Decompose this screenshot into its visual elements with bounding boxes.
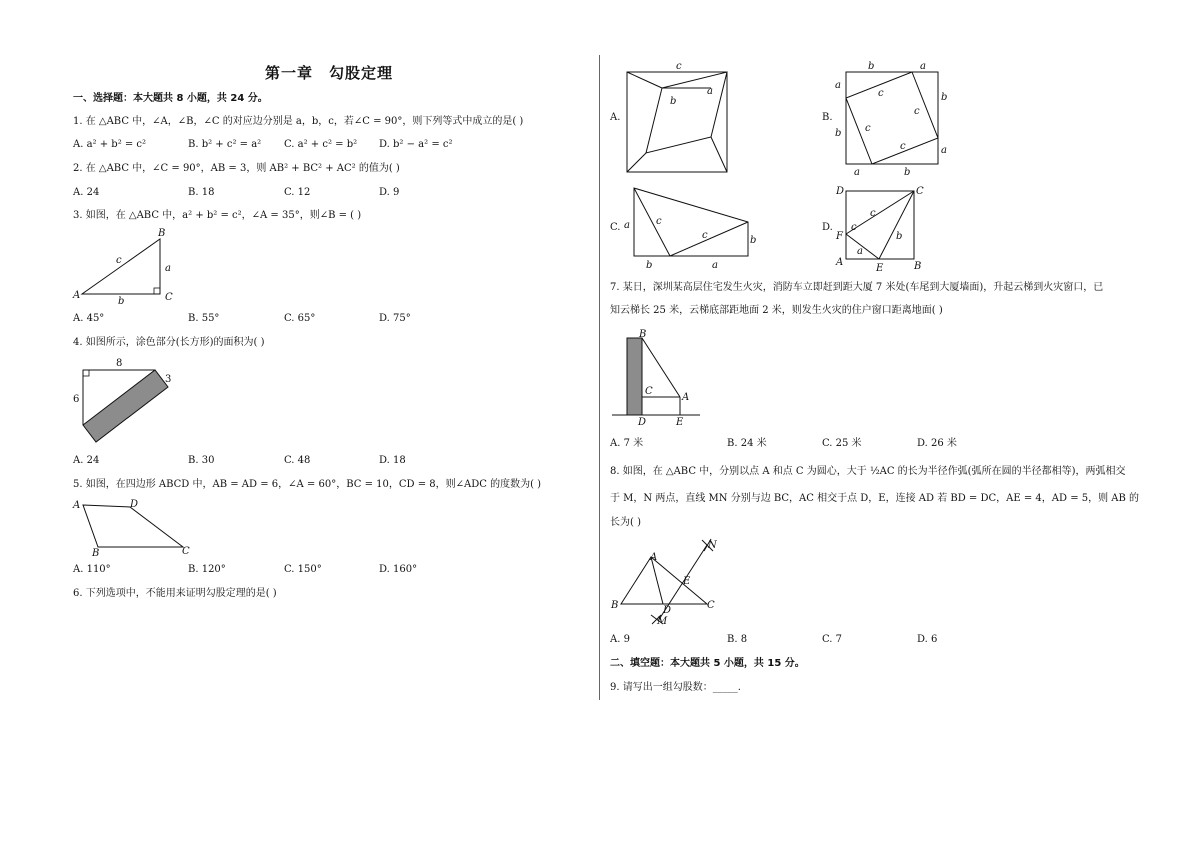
q6d-label-D: D bbox=[836, 186, 845, 197]
q6b-label-b-right: b bbox=[941, 92, 948, 103]
q8-label-A: A bbox=[650, 552, 658, 563]
q6d-label-c2: c bbox=[851, 222, 857, 233]
q6b-label-c2: c bbox=[914, 106, 920, 117]
q6d-label-a: a bbox=[857, 246, 863, 257]
q1-option-d[interactable]: D. b² − a² = c² bbox=[379, 139, 453, 150]
q8-option-a[interactable]: A. 9 bbox=[610, 634, 630, 645]
q2-option-a[interactable]: A. 24 bbox=[73, 187, 100, 198]
q7-option-a[interactable]: A. 7 米 bbox=[610, 438, 644, 449]
q5-option-b[interactable]: B. 120° bbox=[188, 564, 226, 575]
q7-option-b[interactable]: B. 24 米 bbox=[727, 438, 767, 449]
q5-label-D: D bbox=[130, 499, 139, 510]
q6a-label-a: a bbox=[707, 86, 713, 97]
q3-label-a: a bbox=[165, 263, 171, 274]
q6-option-d[interactable]: D. bbox=[822, 222, 833, 233]
q5-label-A: A bbox=[73, 500, 81, 511]
q6d-label-b: b bbox=[896, 231, 903, 242]
q7-stem-line1: 7. 某日，深圳某高层住宅发生火灾，消防车立即赶到距大厦 7 米处(车尾到大厦墙面)，升起云梯到火灾窗口，已 bbox=[610, 282, 1104, 293]
q6b-label-b-bottom: b bbox=[904, 167, 911, 178]
q5-label-C: C bbox=[182, 546, 190, 557]
q6b-label-b-left: b bbox=[835, 128, 842, 139]
q7-label-B: B bbox=[639, 329, 647, 340]
q6-figure-c bbox=[620, 180, 765, 272]
q8-stem-line1: 8. 如图，在 △ABC 中，分别以点 A 和点 C 为圆心，大于 ½AC 的长为半径作弧(弧所在圆的半径都相等)，两弧相交 bbox=[610, 466, 1126, 477]
q5-quadrilateral-figure bbox=[70, 494, 195, 559]
q7-ladder-figure bbox=[608, 326, 703, 426]
q5-label-B: B bbox=[92, 548, 100, 559]
q6b-label-a-top: a bbox=[920, 61, 926, 72]
q5-option-d[interactable]: D. 160° bbox=[379, 564, 418, 575]
q1-option-c[interactable]: C. a² + c² = b² bbox=[284, 139, 358, 150]
q4-rectangle-figure bbox=[70, 355, 190, 450]
q1-option-a[interactable]: A. a² + b² = c² bbox=[73, 139, 147, 150]
q8-label-N: N bbox=[708, 540, 717, 551]
q6-figure-d bbox=[832, 182, 932, 274]
q1-option-b[interactable]: B. b² + c² = a² bbox=[188, 139, 262, 150]
q6b-label-a-bottom: a bbox=[854, 167, 860, 178]
q8-option-d[interactable]: D. 6 bbox=[917, 634, 938, 645]
q7-option-d[interactable]: D. 26 米 bbox=[917, 438, 957, 449]
q3-label-B: B bbox=[158, 228, 166, 239]
q6-figure-b bbox=[832, 58, 952, 178]
q2-stem: 2. 在 △ABC 中，∠C = 90°，AB = 3，则 AB² + BC² + AC² 的值为( ) bbox=[73, 163, 400, 174]
section-fill-heading: 二、填空题：本大题共 5 小题，共 15 分。 bbox=[610, 658, 805, 669]
q6b-label-c3: c bbox=[865, 123, 871, 134]
q6b-label-b-top: b bbox=[868, 61, 875, 72]
q6-option-c[interactable]: C. bbox=[610, 222, 621, 233]
q5-option-a[interactable]: A. 110° bbox=[73, 564, 111, 575]
q6a-label-b: b bbox=[670, 96, 677, 107]
q3-triangle-figure bbox=[70, 225, 185, 305]
q6b-label-c4: c bbox=[900, 141, 906, 152]
q6d-label-E: E bbox=[876, 263, 884, 274]
q6b-label-a-left: a bbox=[835, 80, 841, 91]
q6c-label-b-right: b bbox=[750, 235, 757, 246]
q3-label-c: c bbox=[116, 255, 122, 266]
q4-option-a[interactable]: A. 24 bbox=[73, 455, 100, 466]
q7-label-C: C bbox=[645, 386, 653, 397]
q7-label-E: E bbox=[676, 417, 684, 428]
q8-option-b[interactable]: B. 8 bbox=[727, 634, 748, 645]
q8-label-M: M bbox=[657, 616, 668, 627]
q6-figure-a bbox=[620, 58, 735, 178]
q3-stem: 3. 如图，在 △ABC 中，a² + b² = c²，∠A = 35°，则∠B = ( ) bbox=[73, 210, 362, 221]
q6a-label-c: c bbox=[676, 61, 682, 72]
q8-stem-line3: 长为( ) bbox=[610, 517, 641, 528]
q3-label-C: C bbox=[165, 292, 173, 303]
q6c-label-c1: c bbox=[656, 216, 662, 227]
q5-stem: 5. 如图，在四边形 ABCD 中，AB = AD = 6，∠A = 60°，BC = 10，CD = 8，则∠ADC 的度数为( ) bbox=[73, 479, 542, 490]
q8-label-D: D bbox=[663, 605, 672, 616]
q9-stem: 9. 请写出一组勾股数：_____. bbox=[610, 682, 741, 693]
q8-construction-figure bbox=[605, 535, 730, 630]
q4-label-8: 8 bbox=[116, 358, 123, 369]
q5-option-c[interactable]: C. 150° bbox=[284, 564, 322, 575]
q4-label-3: 3 bbox=[165, 374, 172, 385]
q7-label-A: A bbox=[682, 392, 690, 403]
q6d-label-C: C bbox=[916, 186, 924, 197]
q2-option-d[interactable]: D. 9 bbox=[379, 187, 400, 198]
q6c-label-a-bottom: a bbox=[712, 260, 718, 271]
q1-stem: 1. 在 △ABC 中，∠A，∠B，∠C 的对应边分别是 a，b，c，若∠C = 90°，则下列等式中成立的是( ) bbox=[73, 116, 524, 127]
q7-stem-line2: 知云梯长 25 米，云梯底部距地面 2 米，则发生火灾的住户窗口距离地面( ) bbox=[610, 305, 943, 316]
q3-option-a[interactable]: A. 45° bbox=[73, 313, 105, 324]
q6c-label-c2: c bbox=[702, 230, 708, 241]
q6-stem: 6. 下列选项中，不能用来证明勾股定理的是( ) bbox=[73, 588, 277, 599]
q6b-label-a-right: a bbox=[941, 145, 947, 156]
q4-stem: 4. 如图所示，涂色部分(长方形)的面积为( ) bbox=[73, 337, 265, 348]
q2-option-c[interactable]: C. 12 bbox=[284, 187, 311, 198]
q8-option-c[interactable]: C. 7 bbox=[822, 634, 843, 645]
q7-option-c[interactable]: C. 25 米 bbox=[822, 438, 862, 449]
q6-option-b[interactable]: B. bbox=[822, 112, 833, 123]
q6c-label-a-left: a bbox=[624, 220, 630, 231]
page-title: 第一章 勾股定理 bbox=[265, 64, 394, 82]
q4-label-6: 6 bbox=[73, 394, 80, 405]
q6b-label-c1: c bbox=[878, 88, 884, 99]
q3-label-b: b bbox=[118, 296, 125, 307]
q8-stem-line2: 于 M，N 两点，直线 MN 分别与边 BC，AC 相交于点 D，E，连接 AD 若 BD = DC，AE = 4，AD = 5，则 AB 的 bbox=[610, 493, 1140, 504]
q4-option-c[interactable]: C. 48 bbox=[284, 455, 311, 466]
q7-label-D: D bbox=[638, 417, 647, 428]
q3-option-b[interactable]: B. 55° bbox=[188, 313, 220, 324]
q6-option-a[interactable]: A. bbox=[610, 112, 621, 123]
q6d-label-c: c bbox=[870, 208, 876, 219]
q8-label-C: C bbox=[707, 600, 715, 611]
q6d-label-A: A bbox=[836, 257, 844, 268]
q2-option-b[interactable]: B. 18 bbox=[188, 187, 215, 198]
q3-option-c[interactable]: C. 65° bbox=[284, 313, 316, 324]
q4-option-b[interactable]: B. 30 bbox=[188, 455, 215, 466]
q8-label-E: E bbox=[683, 576, 691, 587]
q8-label-B: B bbox=[611, 600, 619, 611]
q4-option-d[interactable]: D. 18 bbox=[379, 455, 406, 466]
q6c-label-b-bottom: b bbox=[646, 260, 653, 271]
q3-option-d[interactable]: D. 75° bbox=[379, 313, 411, 324]
column-divider bbox=[599, 55, 600, 700]
q6d-label-B: B bbox=[914, 261, 922, 272]
section-choice-heading: 一、选择题：本大题共 8 小题，共 24 分。 bbox=[73, 93, 268, 104]
q3-label-A: A bbox=[73, 290, 81, 301]
q6d-label-F: F bbox=[836, 231, 843, 242]
